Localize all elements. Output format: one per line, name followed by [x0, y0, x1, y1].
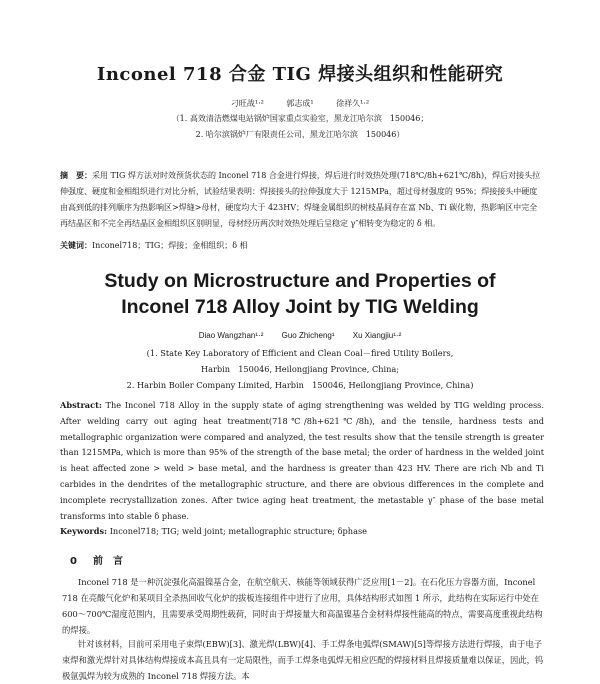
english-affiliation-1-cont: Harbin 150046, Heilongjiang Province, China;: [200, 364, 400, 374]
author-2-cn: 郭志成¹: [286, 99, 314, 108]
english-affiliation-2: 2. Harbin Boiler Company Limited, Harbin 150046, Heilongjiang Province, China): [126, 380, 474, 390]
chinese-keywords-label: 关键词：: [60, 240, 92, 250]
author-3-en: Xu Xiangjiu¹·²: [352, 331, 402, 340]
body-paragraph-1: Inconel 718 是一种沉淀强化高温镍基合金，在航空航天、核能等领域获得广泛应用[1－2]。在石化压力容器方面，Inconel 718 在亮酸气化炉和某项目全杀热回收气化炉的拔板连接组件中进行了应用，具体结构形式如图 1 所示，此结构在实际运行中处在 600～700℃湿度范围内，且需要承受周期性载荷，同时由于焊接量大和高温镍基合金材料焊接性能高的特点，需要高度重视此结构的焊接。: [62, 577, 543, 635]
section-number: 0: [70, 556, 77, 567]
english-abstract: [60, 398, 544, 524]
body-paragraph-2: 针对该材料，目前可采用电子束焊(EBW)[3]、激光焊(LBW)[4]、手工焊条电弧焊(SMAW)[5]等焊接方法进行焊接，由于电子束焊和激光焊针对具体结构焊接成本高且具有一定局限性，而手工焊条电弧焊无相应匹配的焊接材料且焊接质量难以保证，因此，钨极氩弧焊为较为成熟的 Inconel 718 焊接方法。本: [62, 639, 544, 681]
author-3-cn: 徐祥久¹·²: [336, 99, 370, 108]
chinese-title: Inconel 718 合金 TIG 焊接头组织和性能研究: [96, 64, 504, 85]
english-abstract-text: The Inconel 718 Alloy in the supply state of aging strengthening was welded by TIG welding process. After welding carry out aging heat treatment(718℃/8h+621℃/8h), and the tensile, hardness tests and metallographic organization were compared and analyzed, the test results show that the tensile strength is greater than 1215MPa, which is more than 95% of the strength of the base metal; the order of hardness in the welded joint is heat affected zone > weld > base metal, and the hardness is greater than 423 HV. There are rich Nb and Ti carbides in the dendrites of the metallographic structure, and there are obvious differences in the complete and incomplete recrystallization zones. After twice aging heat treatment, the metastable γ″ phase of the base metal transforms into stable δ phase.: [60, 400, 544, 521]
author-1-en: Diao Wangzhan¹·²: [198, 331, 264, 340]
english-abstract-label: Abstract:: [60, 400, 102, 410]
english-affiliation-1: (1. State Key Laboratory of Efficient and Clean Coal－fired Utility Boilers,: [146, 348, 454, 358]
chinese-abstract-text: 采用 TIG 焊方法对时效预货状态的 Inconel 718 合金进行焊接，焊后进行时效热处理(718℃/8h+621℃/8h)，焊后对接头拉伸强度、硬度和金相组织进行对比分析，试验结果表明：焊接接头的拉伸强度大于 1215MPa，超过母材强度的 95%；焊接接头中硬度由高到低的排列顺序为热影响区>焊缝>母材，硬度均大于 423HV；焊缝金属组织的树枝晶间存在富 Nb、Ti 碳化物，热影响区中完全再结晶区和不完全再结晶区金相组织区别明显，母材经历两次时效热处理后呈稳定 γ″相转变为稳定的 δ 相。: [60, 171, 541, 228]
chinese-keywords: [60, 240, 542, 251]
english-title: [0, 268, 600, 320]
section-title: 前 言: [92, 556, 123, 567]
author-2-en: Guo Zhicheng¹: [281, 331, 335, 340]
chinese-affiliation-2: 2. 哈尔滨锅炉厂有限责任公司，黑龙江哈尔滨 150046）: [195, 130, 405, 139]
author-1-cn: 刁旺战¹·²: [230, 99, 264, 108]
english-title-line-2: Inconel 718 Alloy Joint by TIG Welding: [121, 296, 479, 318]
chinese-keywords-text: Inconel718；TIG；焊接；金相组织；δ 相: [92, 241, 248, 250]
chinese-abstract-label: 摘 要：: [60, 170, 92, 180]
english-keywords-label: Keywords:: [60, 526, 108, 536]
english-keywords-text: Inconel718; TIG; weld joint; metallographic structure; δphase: [107, 526, 367, 536]
english-keywords: [60, 526, 544, 536]
chinese-affiliation-1: （1. 高效清洁燃煤电站锅炉国家重点实验室，黑龙江哈尔滨 150046；: [171, 114, 429, 123]
chinese-authors: [0, 98, 600, 109]
english-title-line-1: Study on Microstructure and Properties of: [104, 270, 496, 292]
chinese-abstract: [60, 167, 542, 232]
section-heading-introduction: [70, 552, 139, 567]
english-authors: [0, 331, 600, 340]
